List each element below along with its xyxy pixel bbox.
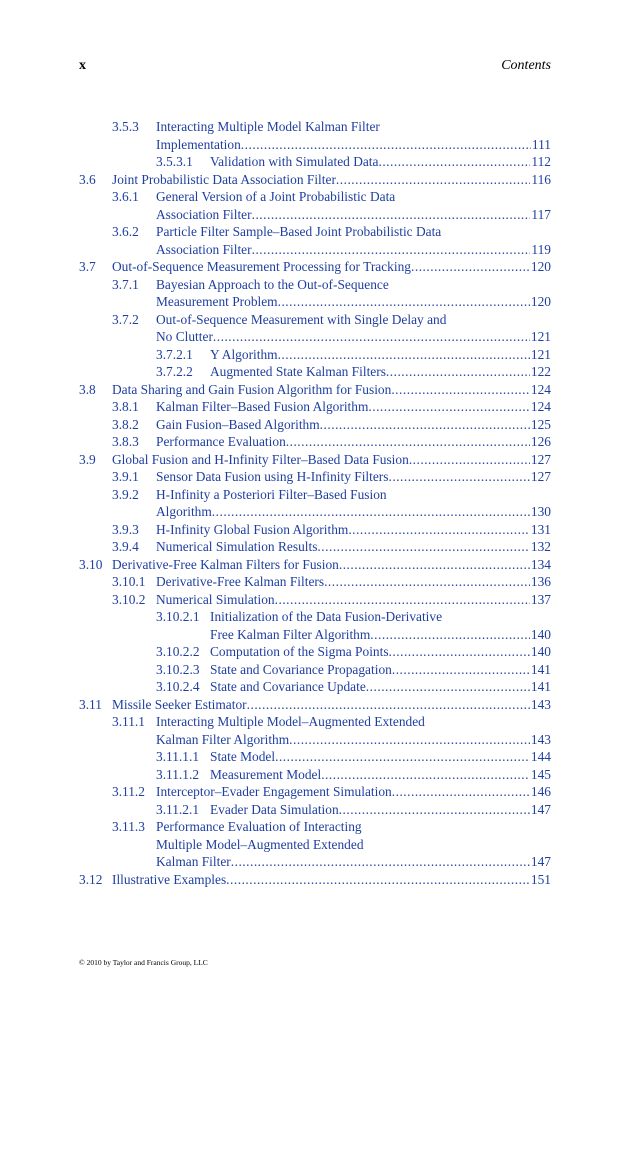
toc-entry[interactable] [0, 363, 630, 381]
toc-entry-title[interactable]: Out-of-Sequence Measurement Processing for Tracking [112, 259, 411, 274]
toc-entry-number: 3.11.2 [112, 784, 145, 799]
dot-leader [411, 258, 530, 276]
toc-entry[interactable] [0, 346, 630, 364]
toc-entry-line [156, 521, 551, 539]
toc-entry-line [156, 538, 551, 556]
toc-entry-title[interactable]: Measurement Model [210, 766, 322, 782]
dot-leader [213, 328, 530, 346]
toc-entry-line [156, 591, 551, 609]
toc-entry-page[interactable]: 116 [531, 171, 551, 187]
dot-leader [275, 591, 530, 609]
toc-entry-line [112, 556, 551, 574]
toc-entry-line [156, 783, 551, 801]
toc-entry-title[interactable]: State and Covariance Propagation [210, 661, 392, 677]
toc-entry-number: 3.11.1 [112, 714, 145, 729]
toc-entry[interactable] [0, 381, 630, 399]
dot-leader [317, 538, 529, 556]
toc-entry-line [156, 206, 551, 224]
toc-entry-title[interactable]: Bayesian Approach to the Out-of-Sequence [156, 276, 389, 292]
toc-entry[interactable] [0, 398, 630, 416]
toc-entry-title[interactable]: Multiple Model–Augmented Extended [156, 836, 364, 852]
toc-entry-line [210, 608, 551, 626]
toc-entry-number: 3.5.3.1 [156, 154, 193, 169]
toc-entry-page[interactable]: 141 [530, 679, 551, 694]
toc-entry-title[interactable]: Data Sharing and Gain Fusion Algorithm for Fusion [112, 381, 392, 397]
toc-entry-title[interactable]: Derivative-Free Kalman Filters for Fusion [112, 556, 339, 572]
toc-entry[interactable] [0, 836, 630, 854]
toc-entry-page[interactable]: 143 [530, 731, 551, 747]
toc-entry-page[interactable]: 127 [530, 469, 551, 484]
toc-entry-number: 3.9.1 [112, 469, 139, 484]
toc-entry-title[interactable]: H-Infinity a Posteriori Filter–Based Fusion [156, 486, 387, 502]
toc-entry[interactable] [0, 783, 630, 801]
toc-entry[interactable] [0, 188, 630, 206]
dot-leader [212, 503, 530, 521]
toc-entry-number: 3.8.3 [112, 434, 139, 449]
toc-entry-title[interactable]: Algorithm [156, 504, 212, 519]
toc-entry-line [156, 836, 551, 854]
toc-entry-title[interactable]: H-Infinity Global Fusion Algorithm [156, 521, 349, 537]
toc-entry[interactable] [0, 766, 630, 784]
dot-leader [386, 363, 530, 381]
running-header [79, 58, 551, 76]
toc-entry-line [156, 241, 551, 259]
toc-entry-page[interactable]: 131 [530, 521, 551, 537]
toc-entry-number: 3.11.2.1 [156, 801, 200, 817]
toc-entry-number: 3.10.2.4 [156, 679, 200, 694]
toc-entry-title[interactable]: Augmented State Kalman Filters [210, 364, 386, 379]
toc-entry[interactable] [0, 608, 630, 626]
toc-entry-title[interactable]: Computation of the Sigma Points [210, 644, 389, 659]
toc-entry[interactable] [0, 451, 630, 469]
dot-leader [392, 661, 530, 679]
toc-entry-page[interactable]: 111 [531, 136, 551, 152]
toc-entry-page[interactable]: 124 [530, 381, 551, 397]
toc-entry-line [156, 503, 551, 521]
toc-entry[interactable] [0, 311, 630, 329]
toc-entry[interactable] [0, 433, 630, 451]
toc-entry[interactable] [0, 556, 630, 574]
dot-leader [321, 766, 530, 784]
toc-entry[interactable] [0, 328, 630, 346]
toc-entry-title[interactable]: Missile Seeker Estimator [112, 696, 247, 712]
toc-entry-line [210, 748, 551, 766]
toc-entry-page[interactable]: 121 [530, 346, 551, 362]
toc-entry-title[interactable]: Implementation [156, 136, 241, 152]
toc-entry[interactable] [0, 486, 630, 504]
dot-leader [247, 696, 530, 714]
toc-entry-line [210, 678, 551, 696]
copyright-footer: © 2010 by Taylor and Francis Group, LLC [79, 958, 208, 967]
dot-leader [252, 206, 531, 224]
toc-entry-number: 3.7.2.1 [156, 346, 193, 362]
toc-entry[interactable] [0, 626, 630, 644]
toc-entry-page[interactable]: 143 [530, 696, 551, 712]
page-number: x [79, 58, 86, 73]
toc-entry-number: 3.10.2.1 [156, 609, 200, 624]
toc-entry-number: 3.7.2 [112, 311, 139, 327]
toc-entry-title[interactable]: Performance Evaluation [156, 434, 286, 449]
toc-entry[interactable] [0, 731, 630, 749]
toc-entry-title[interactable]: Derivative-Free Kalman Filters [156, 574, 325, 589]
toc-entry-page[interactable]: 146 [530, 784, 551, 799]
toc-entry-line [156, 486, 551, 504]
toc-entry-title[interactable]: Measurement Problem [156, 294, 278, 309]
dot-leader [370, 626, 530, 644]
toc-entry-line [156, 416, 551, 434]
toc-entry[interactable] [0, 118, 630, 136]
toc-entry[interactable] [0, 241, 630, 259]
toc-entry-number: 3.6.2 [112, 224, 139, 239]
toc-entry-line [112, 871, 551, 889]
toc-entry-line [156, 188, 551, 206]
dot-leader [324, 573, 530, 591]
toc-entry-number: 3.6.1 [112, 189, 139, 204]
toc-entry-page[interactable]: 144 [530, 749, 551, 764]
toc-entry-title[interactable]: Interacting Multiple Model–Augmented Extended [156, 714, 425, 729]
toc-entry-title[interactable]: Numerical Simulation [156, 591, 275, 607]
toc-entry-title[interactable]: State and Covariance Update [210, 679, 366, 694]
toc-entry-line [112, 696, 551, 714]
toc-entry-number: 3.9.2 [112, 486, 139, 502]
toc-entry-title[interactable]: Kalman Filter [156, 854, 231, 869]
dot-leader [366, 678, 530, 696]
toc-entry-title[interactable]: Global Fusion and H-Infinity Filter–Based Data Fusion [112, 451, 409, 467]
dot-leader [278, 293, 530, 311]
toc-entry-page[interactable]: 117 [531, 206, 551, 222]
toc-entry-number: 3.8 [79, 381, 96, 397]
toc-entry[interactable] [0, 748, 630, 766]
toc-entry-title[interactable]: No Clutter [156, 329, 213, 344]
toc-entry-title[interactable]: Free Kalman Filter Algorithm [210, 626, 371, 642]
toc-entry-line [210, 643, 551, 661]
toc-entry-number: 3.11 [79, 696, 102, 712]
dot-leader [378, 153, 530, 171]
toc-entry-line [156, 573, 551, 591]
toc-entry-line [156, 118, 551, 136]
toc-entry-line [112, 171, 551, 189]
toc-entry[interactable] [0, 713, 630, 731]
toc-entry-title[interactable]: Gain Fusion–Based Algorithm [156, 416, 320, 432]
toc-entry-title[interactable]: Performance Evaluation of Interacting [156, 819, 362, 834]
toc-entry[interactable] [0, 678, 630, 696]
dot-leader [388, 468, 529, 486]
toc-entry-page[interactable]: 121 [530, 329, 551, 344]
toc-entry[interactable] [0, 521, 630, 539]
dot-leader [391, 381, 530, 399]
toc-entry[interactable] [0, 468, 630, 486]
toc-entry-number: 3.11.1.1 [156, 749, 200, 764]
table-of-contents [0, 118, 630, 888]
toc-entry-title[interactable]: Particle Filter Sample–Based Joint Probabilistic Data [156, 224, 442, 239]
toc-entry-number: 3.9 [79, 451, 96, 467]
toc-entry[interactable] [0, 416, 630, 434]
toc-entry-title[interactable]: Sensor Data Fusion using H-Infinity Filters [156, 469, 389, 484]
toc-entry-title[interactable]: Joint Probabilistic Data Association Filter [112, 171, 336, 187]
toc-entry-number: 3.7.2.2 [156, 364, 193, 379]
dot-leader [339, 556, 530, 574]
toc-entry[interactable] [0, 801, 630, 819]
dot-leader [389, 643, 530, 661]
toc-entry-title[interactable]: Kalman Filter Algorithm [156, 731, 290, 747]
toc-entry[interactable] [0, 258, 630, 276]
toc-entry-line [210, 346, 551, 364]
dot-leader [320, 416, 530, 434]
toc-entry-line [156, 136, 551, 154]
toc-entry-page[interactable]: 126 [530, 434, 551, 449]
toc-entry-line [210, 363, 551, 381]
toc-entry-page[interactable]: 134 [530, 556, 551, 572]
toc-entry-line [156, 328, 551, 346]
toc-entry-page[interactable]: 122 [530, 364, 551, 379]
toc-entry-page[interactable]: 127 [530, 451, 551, 467]
toc-entry-number: 3.11.3 [112, 819, 145, 834]
toc-entry-title[interactable]: Initialization of the Data Fusion-Derivative [210, 609, 443, 624]
dot-leader [392, 783, 530, 801]
toc-entry-number: 3.9.3 [112, 521, 139, 537]
toc-entry-line [112, 381, 551, 399]
toc-entry[interactable] [0, 293, 630, 311]
toc-entry-line [156, 468, 551, 486]
toc-entry-line [210, 801, 551, 819]
toc-entry-line [156, 311, 551, 329]
dot-leader [286, 433, 530, 451]
toc-entry-page[interactable]: 120 [530, 294, 551, 309]
toc-entry-page[interactable]: 147 [530, 854, 551, 869]
toc-entry-title[interactable]: Evader Data Simulation [210, 801, 339, 817]
dot-leader [289, 731, 530, 749]
toc-entry[interactable] [0, 171, 630, 189]
dot-leader [241, 136, 531, 154]
toc-entry-number: 3.6 [79, 171, 96, 187]
toc-entry-line [156, 818, 551, 836]
toc-entry-line [156, 731, 551, 749]
toc-entry-page[interactable]: 141 [530, 661, 551, 677]
toc-entry-page[interactable]: 124 [530, 399, 551, 414]
toc-entry-number: 3.8.1 [112, 399, 139, 414]
toc-entry-title[interactable]: General Version of a Joint Probabilistic Data [156, 189, 396, 204]
toc-entry-title[interactable]: Interceptor–Evader Engagement Simulation [156, 784, 392, 799]
toc-entry-page[interactable]: 112 [531, 154, 551, 169]
toc-entry-number: 3.10.1 [112, 574, 146, 589]
toc-entry-page[interactable]: 147 [530, 801, 551, 817]
toc-entry[interactable] [0, 538, 630, 556]
toc-entry-line [210, 661, 551, 679]
toc-entry-number: 3.5.3 [112, 119, 139, 134]
toc-entry-number: 3.10.2 [112, 591, 146, 607]
toc-entry[interactable] [0, 696, 630, 714]
toc-entry-page[interactable]: 125 [530, 416, 551, 432]
toc-entry-page[interactable]: 119 [531, 241, 551, 257]
toc-entry-line [112, 258, 551, 276]
toc-entry[interactable] [0, 503, 630, 521]
toc-entry[interactable] [0, 153, 630, 171]
toc-entry[interactable] [0, 591, 630, 609]
toc-entry-title[interactable]: Validation with Simulated Data [210, 154, 379, 169]
toc-entry-number: 3.7.1 [112, 276, 139, 292]
toc-entry[interactable] [0, 223, 630, 241]
toc-entry-number: 3.10.2.2 [156, 644, 200, 659]
dot-leader [336, 171, 531, 189]
toc-entry-number: 3.9.4 [112, 539, 139, 554]
toc-entry-number: 3.7 [79, 259, 96, 274]
toc-entry-number: 3.10.2.3 [156, 661, 200, 677]
toc-entry[interactable] [0, 661, 630, 679]
toc-entry[interactable] [0, 136, 630, 154]
toc-entry-line [210, 626, 551, 644]
dot-leader [226, 871, 530, 889]
toc-entry-title[interactable]: Numerical Simulation Results [156, 539, 318, 554]
dot-leader [275, 748, 530, 766]
toc-entry-page[interactable]: 140 [530, 644, 551, 659]
toc-entry[interactable] [0, 818, 630, 836]
toc-entry-page[interactable]: 137 [530, 591, 551, 607]
dot-leader [278, 346, 530, 364]
toc-entry-number: 3.8.2 [112, 416, 139, 432]
dot-leader [409, 451, 530, 469]
dot-leader [231, 853, 530, 871]
toc-entry[interactable] [0, 573, 630, 591]
toc-entry[interactable] [0, 853, 630, 871]
toc-entry-number: 3.12 [79, 871, 103, 887]
toc-entry-title[interactable]: Association Filter [156, 206, 252, 222]
toc-entry-page[interactable]: 130 [530, 504, 551, 519]
toc-entry-line [156, 293, 551, 311]
toc-entry-line [156, 276, 551, 294]
toc-entry[interactable] [0, 871, 630, 889]
toc-entry-line [210, 766, 551, 784]
toc-entry-line [112, 451, 551, 469]
toc-entry-page[interactable]: 132 [530, 539, 551, 554]
toc-entry-title[interactable]: State Model [210, 749, 276, 764]
toc-entry[interactable] [0, 206, 630, 224]
dot-leader [339, 801, 530, 819]
dot-leader [368, 398, 530, 416]
toc-entry-line [156, 433, 551, 451]
toc-entry-page[interactable]: 120 [530, 259, 551, 274]
toc-entry-title[interactable]: Y Algorithm [210, 346, 278, 362]
dot-leader [348, 521, 530, 539]
toc-entry-line [156, 223, 551, 241]
toc-entry[interactable] [0, 276, 630, 294]
toc-entry[interactable] [0, 643, 630, 661]
toc-entry-page[interactable]: 151 [530, 871, 551, 887]
toc-entry-line [156, 713, 551, 731]
toc-entry-title[interactable]: Association Filter [156, 241, 252, 257]
toc-entry-title[interactable]: Interacting Multiple Model Kalman Filter [156, 119, 380, 134]
toc-entry-line [156, 398, 551, 416]
toc-entry-title[interactable]: Illustrative Examples [112, 871, 227, 887]
toc-entry-line [210, 153, 551, 171]
toc-entry-number: 3.10 [79, 556, 103, 572]
toc-entry-line [156, 853, 551, 871]
toc-entry-number: 3.11.1.2 [156, 766, 200, 782]
toc-entry-title[interactable]: Out-of-Sequence Measurement with Single Delay and [156, 311, 447, 327]
toc-entry-title[interactable]: Kalman Filter–Based Fusion Algorithm [156, 399, 369, 414]
running-title: Contents [501, 58, 551, 73]
toc-entry-page[interactable]: 136 [530, 574, 551, 589]
toc-entry-page[interactable]: 145 [530, 766, 551, 782]
dot-leader [252, 241, 531, 259]
toc-entry-page[interactable]: 140 [530, 626, 551, 642]
